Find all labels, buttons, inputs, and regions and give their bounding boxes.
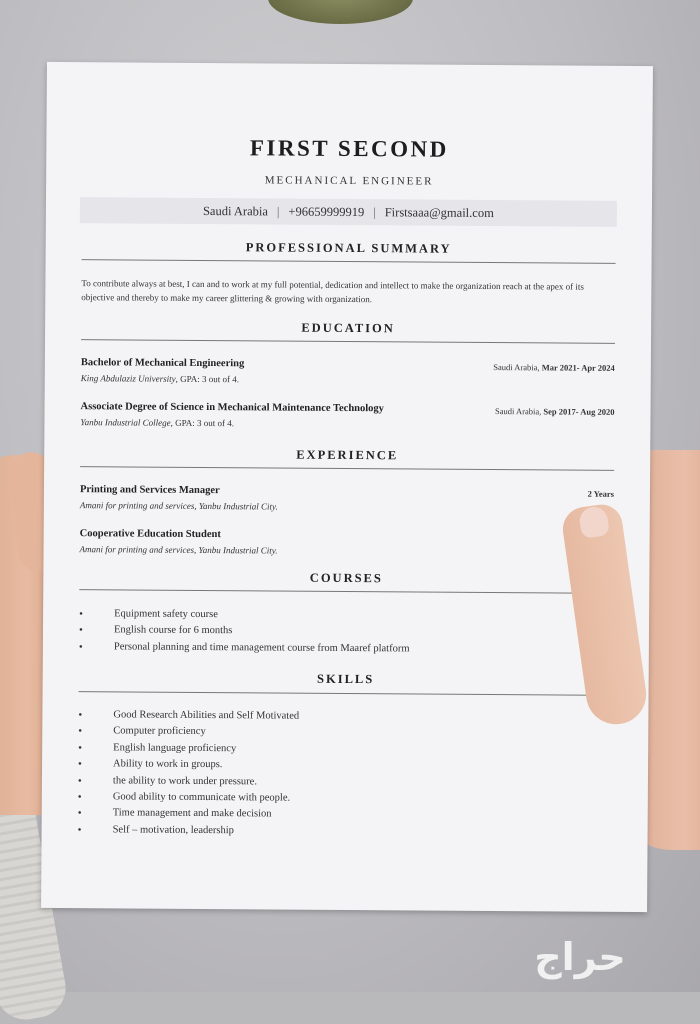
education-institution — [80, 417, 234, 428]
education-degree: Bachelor of Mechanical Engineering — [80, 357, 245, 370]
experience-company — [80, 544, 278, 555]
courses-heading: COURSES — [309, 570, 383, 586]
skill-item: • Good Research Abilities and Self Motivated — [78, 707, 299, 725]
skill-item: • Self – motivation, leadership — [78, 822, 299, 840]
experience-duration — [588, 489, 614, 499]
education-dates: Mar 2021- Apr 2024 — [541, 362, 615, 373]
skills-list — [78, 707, 300, 840]
skills-rule — [79, 691, 613, 696]
contact-email: Firstsaaa@gmail.com — [384, 205, 494, 221]
course-item: • Equipment safety course — [79, 606, 410, 625]
education-gpa: , GPA: 3 out of 4. — [175, 373, 240, 385]
experience-company-name: Amani for printing and services, Yanbu Industrial City. — [79, 500, 278, 512]
experience-duration-value: 2 Years — [587, 488, 614, 499]
education-gpa: , GPA: 3 out of 4. — [170, 417, 235, 429]
course-item: • English course for 6 months — [79, 623, 410, 642]
experience-company — [80, 500, 278, 511]
resume-paper — [41, 62, 653, 912]
summary-text: To contribute always at best, I can and to work at my full potential, dedication and intellect to make the organization reach at the apex of its objective and thereby to make my career glittering & growing with organization. — [81, 278, 584, 305]
summary-rule — [82, 259, 616, 264]
contact-phone: +96659999919 — [288, 204, 365, 220]
education-location: Saudi Arabia, — [494, 406, 544, 417]
skill-item: • Good ability to communicate with people. — [78, 789, 299, 807]
education-heading: EDUCATION — [301, 320, 395, 336]
education-degree: Associate Degree of Science in Mechanical Maintenance Technology — [80, 401, 384, 415]
courses-rule — [79, 589, 613, 594]
skill-item: • Time management and make decision — [78, 805, 299, 823]
experience-role: Cooperative Education Student — [79, 528, 221, 541]
resume-name: FIRST SECOND — [249, 135, 449, 162]
education-dates: Sep 2017- Aug 2020 — [543, 406, 615, 417]
skill-item: • the ability to work under pressure. — [78, 773, 299, 791]
skill-item: • English language proficiency — [78, 740, 299, 758]
education-location: Saudi Arabia, — [493, 362, 542, 373]
education-location-dates — [495, 406, 615, 417]
experience-role: Printing and Services Manager — [79, 484, 220, 497]
course-item: • Personal planning and time management course from Maaref platform — [79, 639, 410, 658]
contact-separator: | — [276, 204, 280, 219]
experience-company-name: Amani for printing and services, Yanbu Industrial City. — [79, 544, 278, 556]
education-institution-name: Yanbu Industrial College — [80, 417, 171, 428]
education-rule — [81, 339, 615, 344]
courses-list — [79, 606, 410, 657]
skill-item: • Computer proficiency — [78, 724, 299, 742]
experience-heading: EXPERIENCE — [296, 447, 399, 463]
skill-item: • Ability to work in groups. — [78, 756, 299, 774]
experience-rule — [80, 466, 614, 471]
contact-location: Saudi Arabia — [202, 203, 268, 219]
skills-heading: SKILLS — [317, 671, 375, 687]
haraj-watermark: حراج — [534, 935, 626, 979]
resume-sheet — [41, 62, 653, 912]
contact-separator: | — [373, 205, 376, 220]
contact-bar — [80, 197, 617, 227]
summary-heading: PROFESSIONAL SUMMARY — [245, 240, 452, 256]
education-institution — [81, 373, 239, 384]
education-institution-name: King Abdulaziz University — [80, 373, 176, 384]
education-location-dates — [493, 362, 615, 373]
resume-job-title: MECHANICAL ENGINEER — [264, 174, 434, 188]
